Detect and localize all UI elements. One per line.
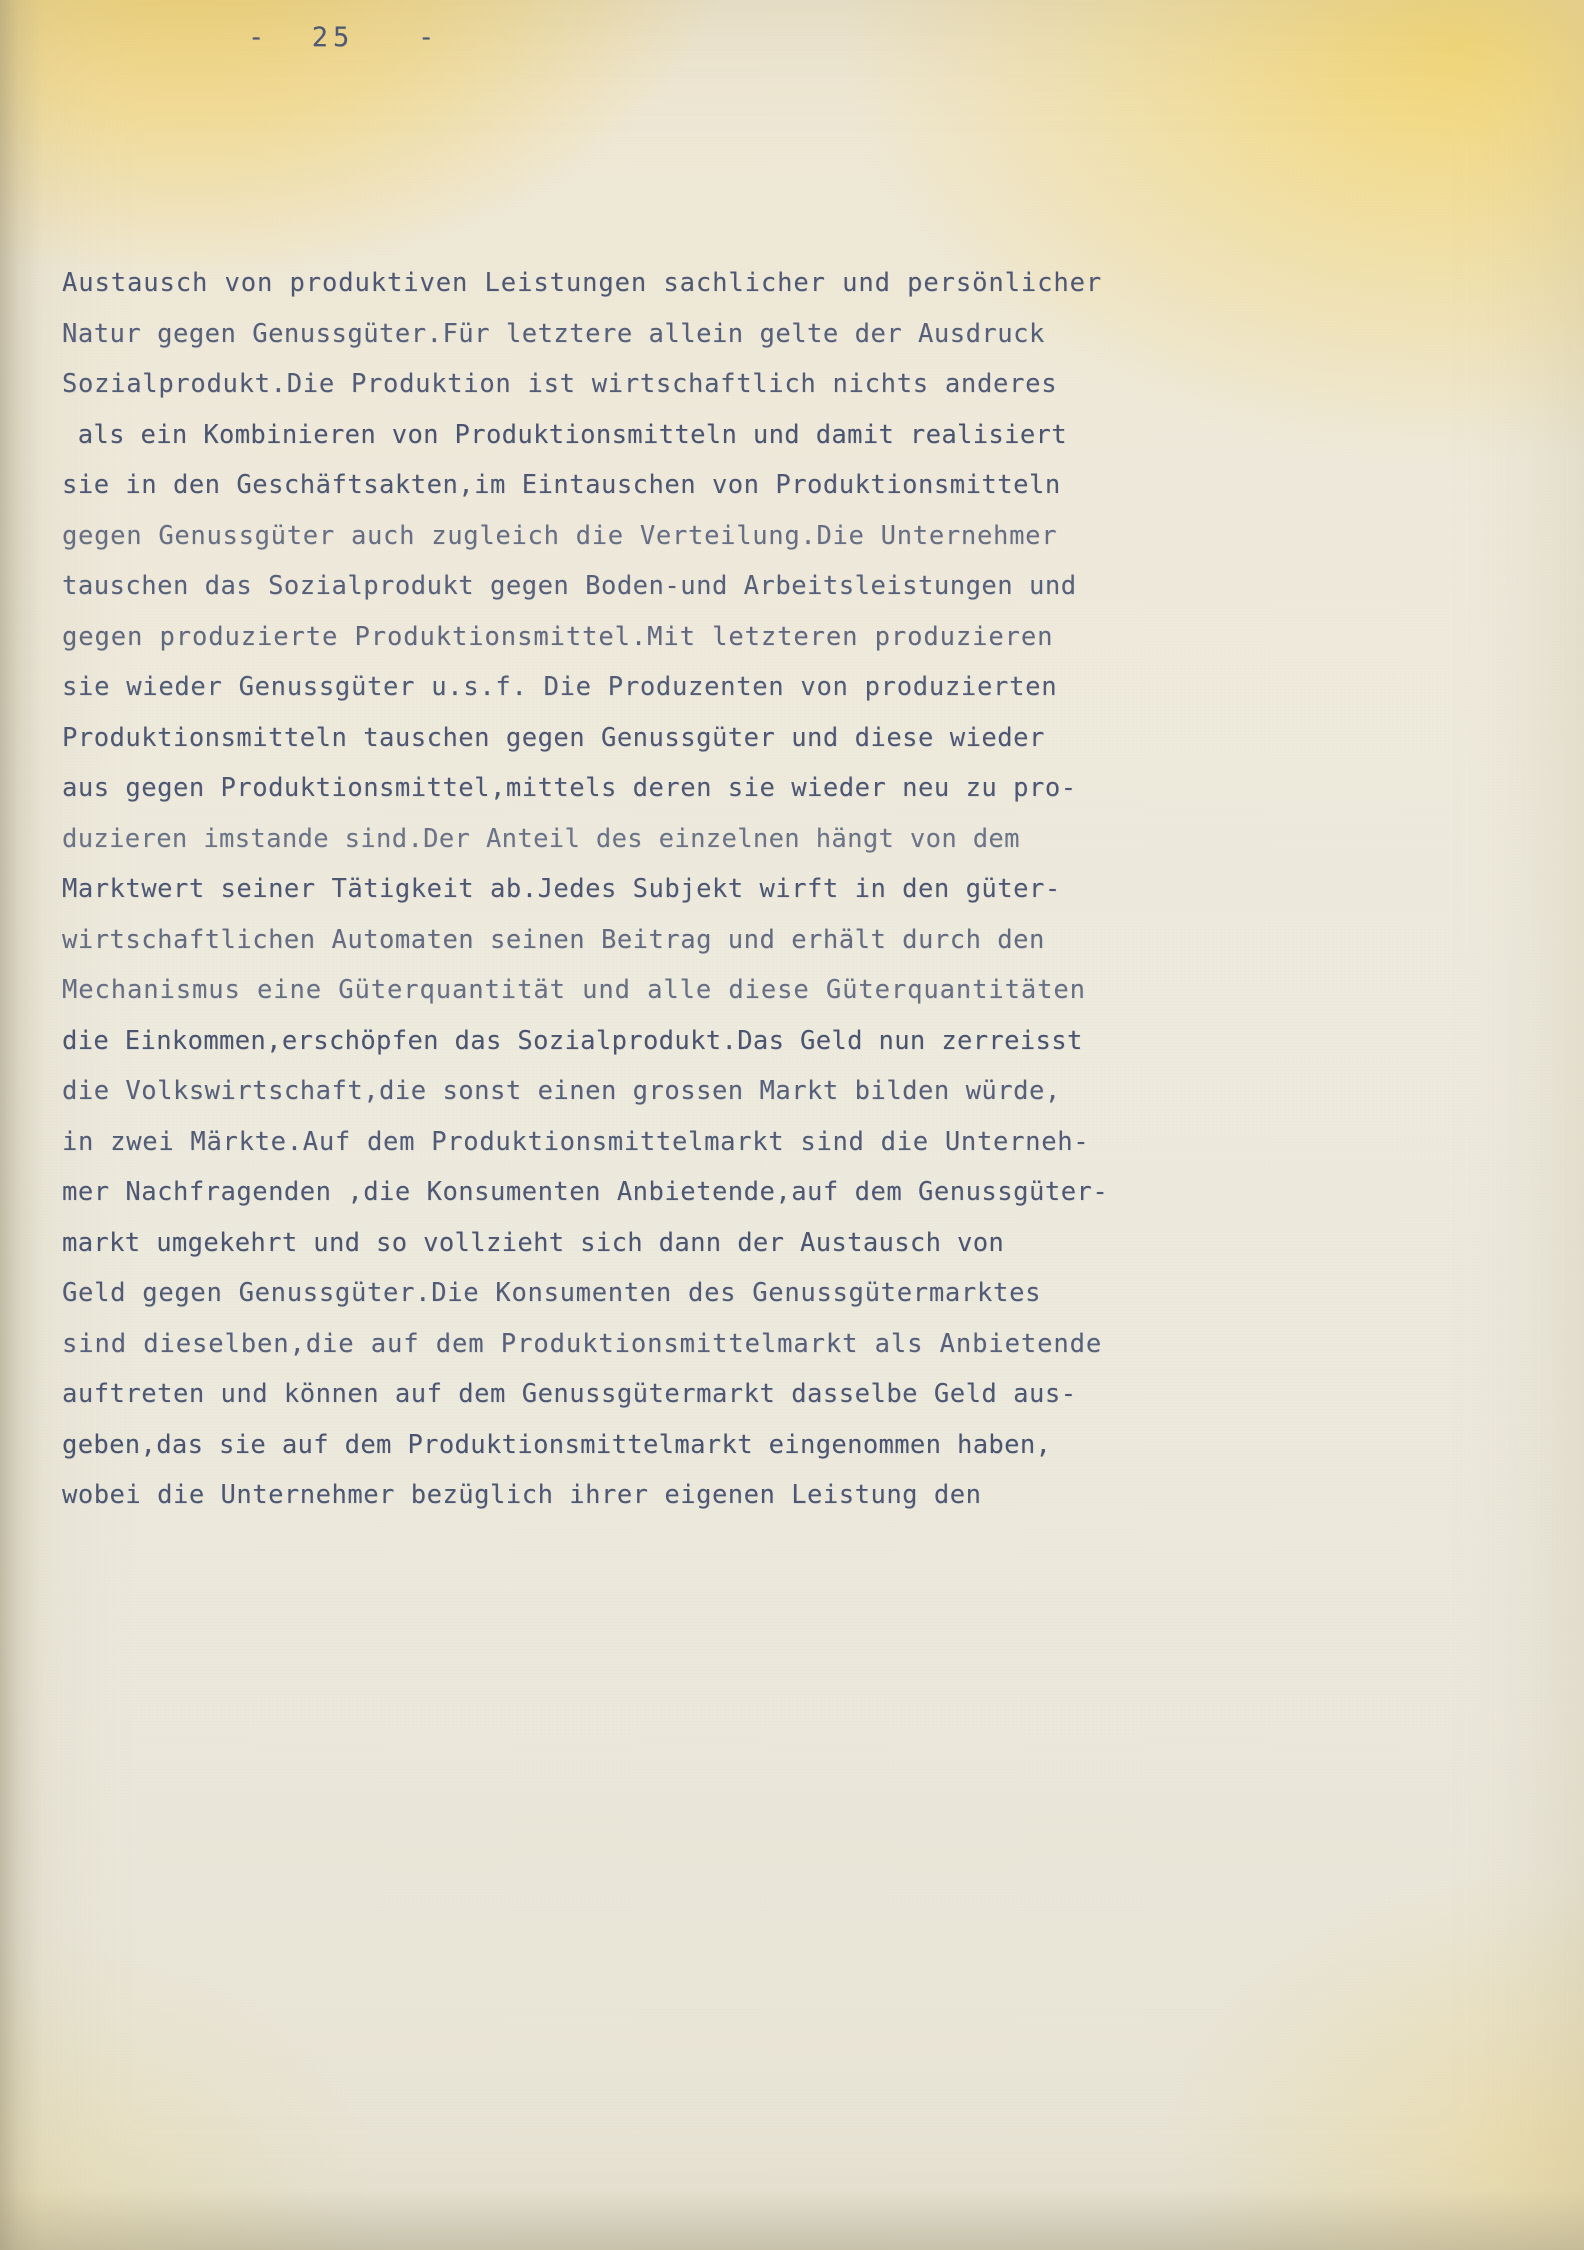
text-line: Produktionsmitteln tauschen gegen Genussgüter und diese wieder (62, 722, 1045, 753)
text-line: gegen Genussgüter auch zugleich die Verteilung.Die Unternehmer (62, 520, 1058, 551)
text-line: duzieren imstande sind.Der Anteil des einzelnen hängt von dem (62, 823, 1020, 854)
text-line: Austausch von produktiven Leistungen sachlicher und persönlicher (62, 268, 1103, 298)
text-line: Sozialprodukt.Die Produktion ist wirtschaftlich nichts anderes (62, 369, 1058, 399)
text-line: Geld gegen Genussgüter.Die Konsumenten des Genussgütermarktes (62, 1278, 1042, 1308)
text-line: wobei die Unternehmer bezüglich ihrer eigenen Leistung den (62, 1480, 982, 1510)
text-line: auftreten und können auf dem Genussgütermarkt dasselbe Geld aus- (62, 1379, 1077, 1409)
page-number: - 25 - (248, 22, 440, 53)
text-line: Mechanismus eine Güterquantität und alle diese Güterquantitäten (62, 975, 1086, 1005)
page-left-edge-shadow (0, 0, 42, 2250)
text-line: markt umgekehrt und so vollzieht sich dann der Austausch von (62, 1227, 1005, 1258)
text-line: tauschen das Sozialprodukt gegen Boden-und Arbeitsleistungen und (62, 571, 1077, 601)
text-line: aus gegen Produktionsmittel,mittels deren sie wieder neu zu pro- (62, 773, 1077, 803)
text-line: Marktwert seiner Tätigkeit ab.Jedes Subjekt wirft in den güter- (62, 874, 1061, 904)
text-line: wirtschaftlichen Automaten seinen Beitrag und erhält durch den (62, 924, 1045, 955)
body-text (62, 258, 1532, 1521)
text-line: mer Nachfragenden ,die Konsumenten Anbietende,auf dem Genussgüter- (62, 1177, 1109, 1207)
page-bottom-edge-shadow (0, 2190, 1584, 2250)
text-line: die Volkswirtschaft,die sonst einen grossen Markt bilden würde, (62, 1076, 1061, 1106)
text-line: sie in den Geschäftsakten,im Eintauschen von Produktionsmitteln (62, 470, 1061, 500)
text-line: gegen produzierte Produktionsmittel.Mit letzteren produzieren (62, 621, 1054, 652)
text-line: sie wieder Genussgüter u.s.f. Die Produzenten von produzierten (62, 672, 1058, 702)
text-line: sind dieselben,die auf dem Produktionsmittelmarkt als Anbietende (62, 1328, 1103, 1359)
text-line: Natur gegen Genussgüter.Für letztere allein gelte der Ausdruck (62, 318, 1045, 349)
text-line: die Einkommen,erschöpfen das Sozialprodukt.Das Geld nun zerreisst (62, 1025, 1083, 1056)
text-line: in zwei Märkte.Auf dem Produktionsmittelmarkt sind die Unterneh- (62, 1126, 1090, 1157)
text-line: als ein Kombinieren von Produktionsmitteln und damit realisiert (62, 419, 1067, 450)
text-line: geben,das sie auf dem Produktionsmittelmarkt eingenommen haben, (62, 1429, 1052, 1460)
